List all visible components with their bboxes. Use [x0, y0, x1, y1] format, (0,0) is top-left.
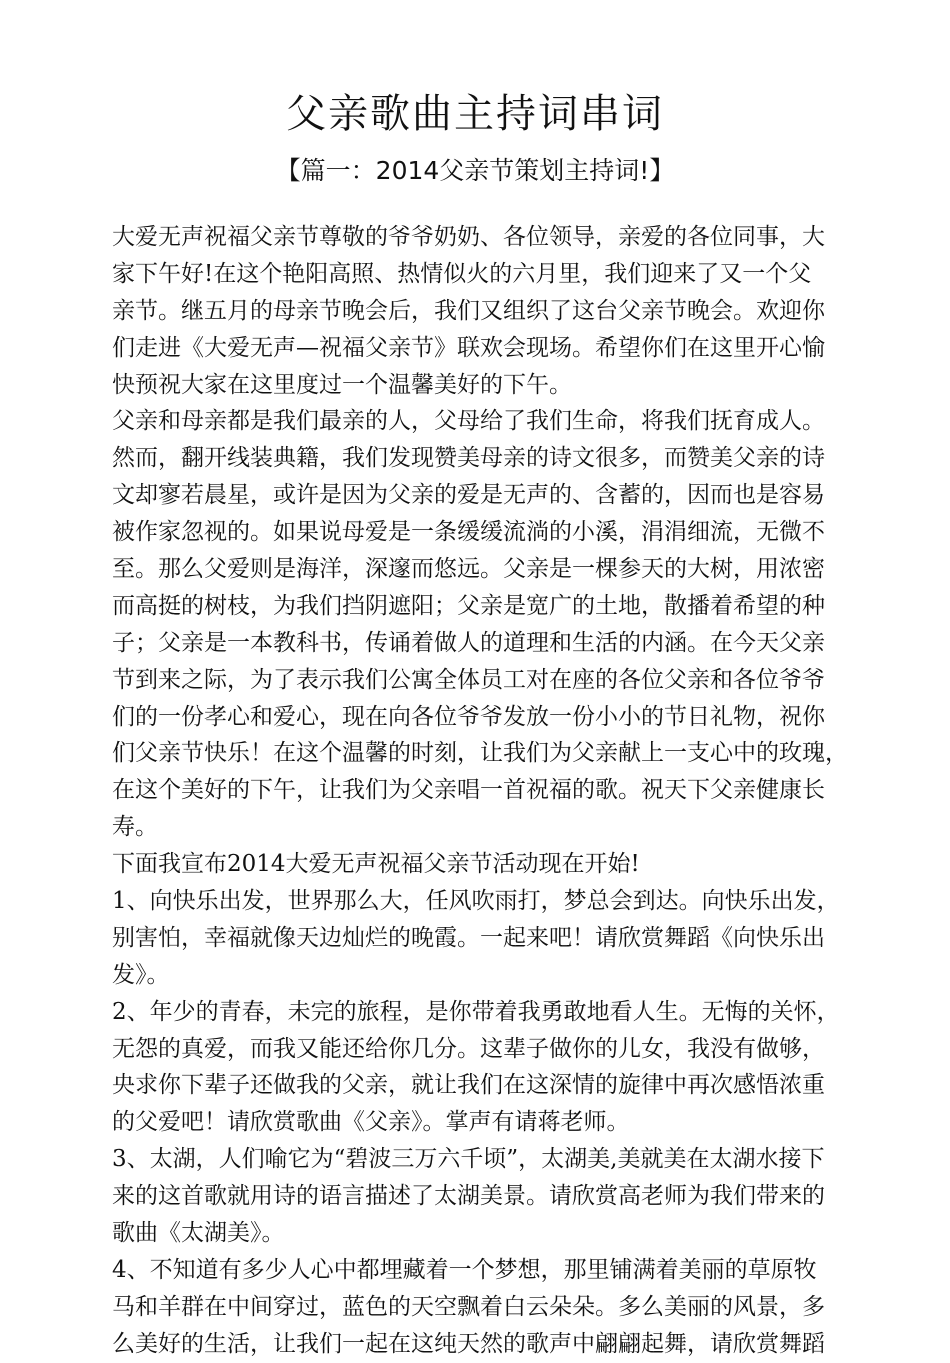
- document-title: 父亲歌曲主持词串词: [286, 91, 664, 137]
- body-text-line: 节到来之际，为了表示我们公寓全体员工对在座的各位父亲和各位爷爷: [112, 666, 825, 693]
- body-text-line: 的父爱吧！请欣赏歌曲《父亲》。掌声有请蒋老师。: [112, 1109, 630, 1136]
- body-text-line: 2、年少的青春，未完的旅程，是你带着我勇敢地看人生。无悔的关怀，: [112, 998, 840, 1025]
- body-text-line: 而高挺的树枝，为我们挡阴遮阳；父亲是宽广的土地，散播着希望的种: [112, 592, 825, 619]
- body-text-line: 下面我宣布2014大爱无声祝福父亲节活动现在开始!: [112, 851, 640, 878]
- document-body: [112, 219, 852, 1363]
- body-text-line: 来的这首歌就用诗的语言描述了太湖美景。请欣赏高老师为我们带来的: [112, 1183, 825, 1210]
- body-text-line: 大爱无声祝福父亲节尊敬的爷爷奶奶、各位领导，亲爱的各位同事，大: [112, 224, 825, 250]
- body-text-line: 至。那么父爱则是海洋，深邃而悠远。父亲是一棵参天的大树，用浓密: [112, 556, 825, 583]
- body-text-line: 么美好的生活，让我们一起在这纯天然的歌声中翩翩起舞，请欣赏舞蹈: [112, 1330, 825, 1357]
- body-text-line: 别害怕，幸福就像天边灿烂的晚霞。一起来吧！请欣赏舞蹈《向快乐出: [112, 924, 825, 951]
- body-text-line: 1、向快乐出发，世界那么大，任风吹雨打，梦总会到达。向快乐出发，: [112, 888, 840, 915]
- body-text-line: 发》。: [112, 961, 170, 988]
- document-subtitle: 【篇一：2014父亲节策划主持词!】: [275, 156, 675, 185]
- body-text-line: 文却寥若晨星，或许是因为父亲的爱是无声的、含蓄的，因而也是容易: [112, 482, 825, 509]
- body-text-line: 快预祝大家在这里度过一个温馨美好的下午。: [112, 371, 572, 398]
- body-text-line: 4、不知道有多少人心中都埋藏着一个梦想，那里铺满着美丽的草原牧: [112, 1256, 817, 1283]
- body-text-line: 父亲和母亲都是我们最亲的人，父母给了我们生命，将我们抚育成人。: [112, 408, 825, 435]
- body-text-line: 央求你下辈子还做我的父亲，就让我们在这深情的旋律中再次感悟浓重: [112, 1072, 825, 1099]
- body-text-line: 们父亲节快乐！在这个温馨的时刻，让我们为父亲献上一支心中的玫瑰，: [112, 740, 848, 767]
- body-text-line: 被作家忽视的。如果说母爱是一条缓缓流淌的小溪，涓涓细流，无微不: [112, 519, 825, 546]
- body-text-line: 马和羊群在中间穿过，蓝色的天空飘着白云朵朵。多么美丽的风景，多: [112, 1293, 825, 1320]
- body-text-line: 们走进《大爱无声—祝福父亲节》联欢会现场。希望你们在这里开心愉: [112, 334, 825, 361]
- body-text-line: 子；父亲是一本教科书，传诵着做人的道理和生活的内涵。在今天父亲: [112, 629, 825, 656]
- body-text-line: 3、太湖，人们喻它为“碧波三万六千顷”，太湖美,美就美在太湖水接下: [112, 1146, 825, 1173]
- body-text-line: 歌曲《太湖美》。: [112, 1220, 285, 1247]
- body-text-line: 家下午好!在这个艳阳高照、热情似火的六月里，我们迎来了又一个父: [112, 260, 812, 287]
- body-text-line: 们的一份孝心和爱心，现在向各位爷爷发放一份小小的节日礼物，祝你: [112, 703, 825, 730]
- body-text-line: 寿。: [112, 814, 158, 841]
- body-text-line: 然而，翻开线装典籍，我们发现赞美母亲的诗文很多，而赞美父亲的诗: [112, 445, 825, 472]
- body-text-line: 亲节。继五月的母亲节晚会后，我们又组织了这台父亲节晚会。欢迎你: [112, 297, 825, 324]
- body-text-line: 在这个美好的下午，让我们为父亲唱一首祝福的歌。祝天下父亲健康长: [112, 777, 825, 804]
- body-text-line: 无怨的真爱，而我又能还给你几分。这辈子做你的儿女，我没有做够，: [112, 1035, 825, 1062]
